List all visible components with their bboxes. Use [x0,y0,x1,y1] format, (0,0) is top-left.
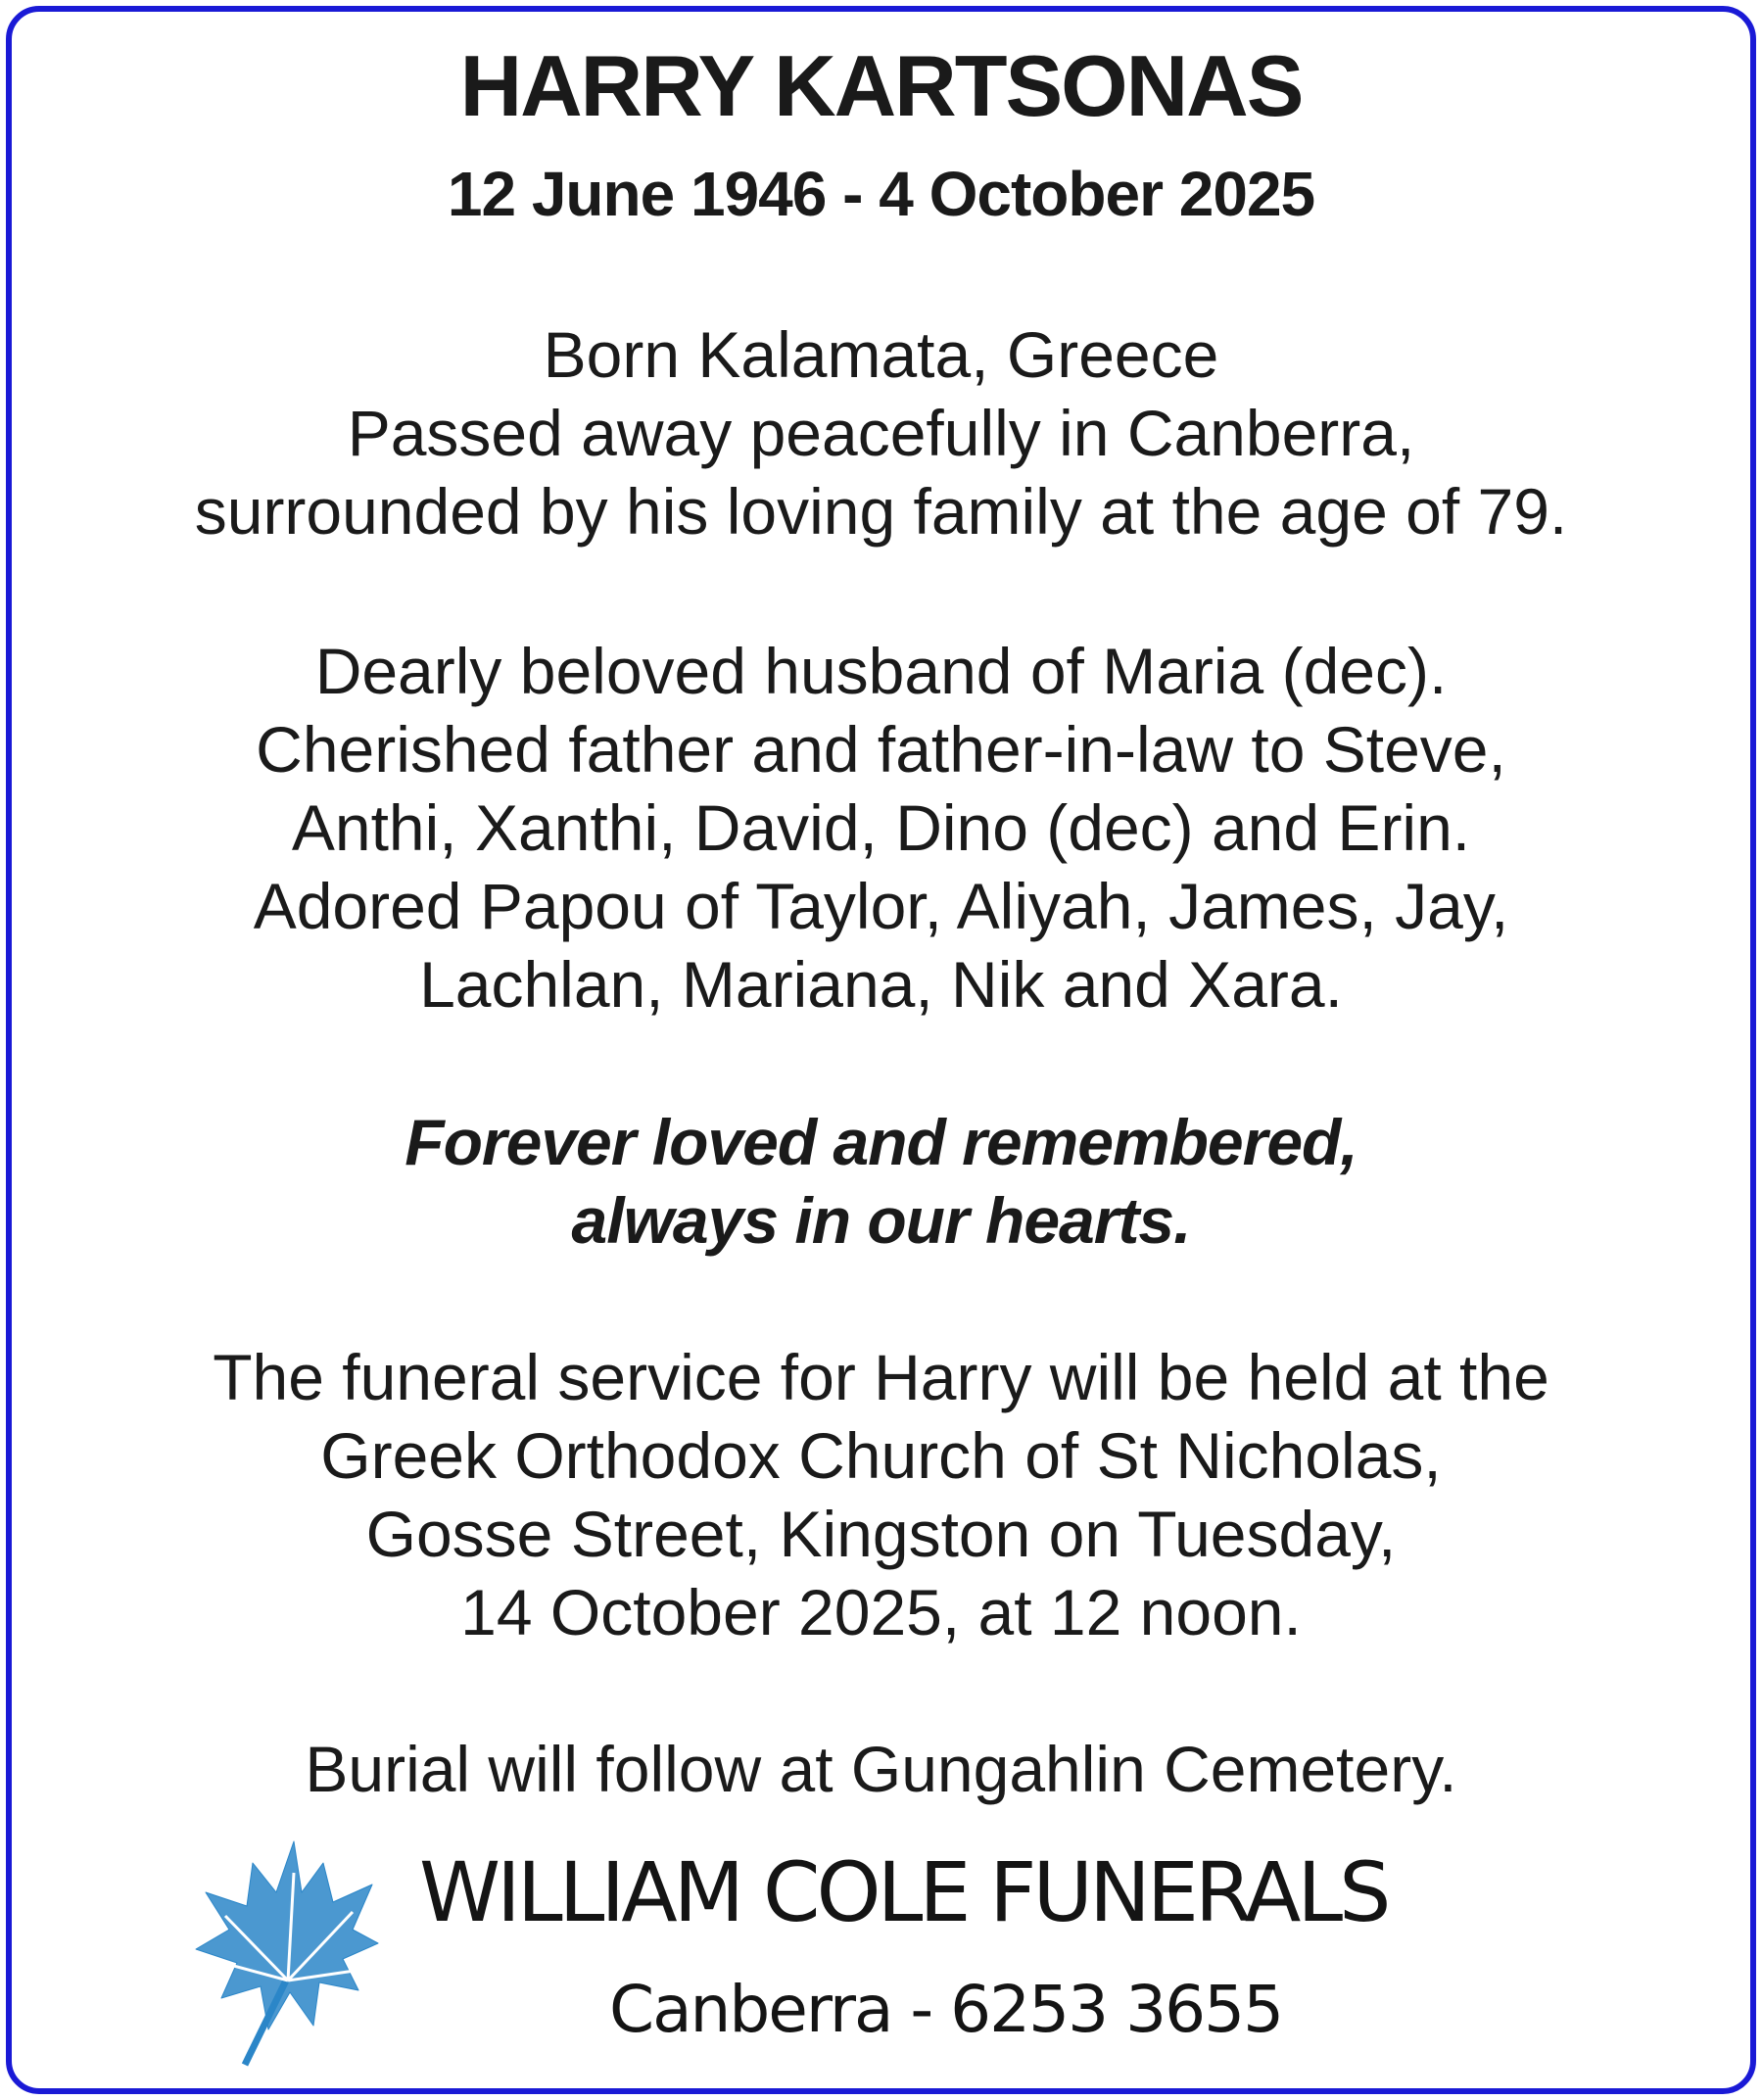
family-line: Adored Papou of Taylor, Aliyah, James, Jay, [253,870,1509,942]
family-line: Anthi, Xanthi, David, Dino (dec) and Erin. [291,791,1471,864]
family-line: Cherished father and father-in-law to Steve, [256,713,1506,786]
tribute-paragraph [0,1103,1762,1260]
service-paragraph [0,1338,1762,1651]
service-line: The funeral service for Harry will be held at the [213,1341,1549,1413]
deceased-name: HARRY KARTSONAS [459,37,1303,134]
origin-line: Born Kalamata, Greece [543,318,1219,391]
service-line: Gosse Street, Kingston on Tuesday, [365,1498,1397,1570]
tribute-line: Forever loved and remembered, [405,1106,1357,1178]
burial-paragraph [0,1730,1762,1808]
origin-paragraph [0,315,1762,550]
funeral-home-name: WILLIAM COLE FUNERALS [419,1844,1388,1940]
funeral-home-logo [186,1834,1606,2069]
tribute-line: always in our hearts. [571,1184,1191,1257]
service-line: 14 October 2025, at 12 noon. [460,1576,1302,1648]
service-line: Greek Orthodox Church of St Nicholas, [320,1419,1442,1492]
family-line: Dearly beloved husband of Maria (dec). [314,635,1448,707]
family-line: Lachlan, Mariana, Nik and Xara. [419,948,1343,1021]
burial-line: Burial will follow at Gungahlin Cemetery. [305,1733,1457,1805]
maple-leaf-icon [186,1834,382,2069]
family-paragraph [0,632,1762,1024]
funeral-home-contact: Canberra - 6253 3655 [609,1972,1283,2047]
life-dates: 12 June 1946 - 4 October 2025 [447,159,1315,229]
origin-line: Passed away peacefully in Canberra, [347,397,1415,469]
origin-line: surrounded by his loving family at the age of 79. [194,475,1568,548]
